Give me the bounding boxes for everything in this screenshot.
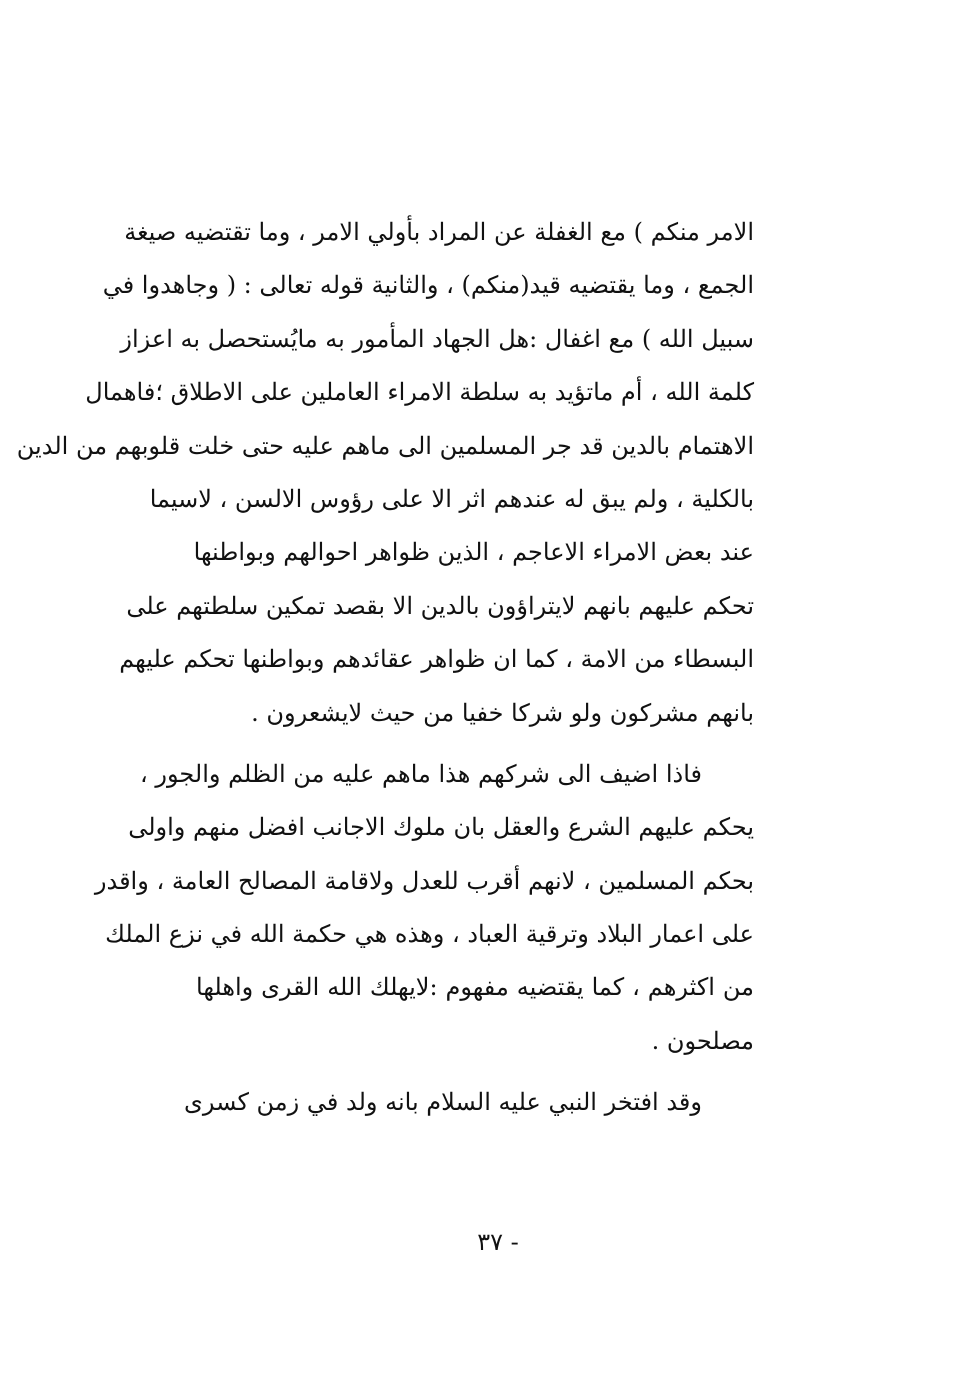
text-line: الامر منكم ) مع الغفلة عن المراد بأولي الامر ، وما تقتضيه صيغة — [124, 218, 754, 246]
body-text — [16, 206, 754, 1130]
paragraph-3 — [184, 1076, 754, 1129]
paragraph-gap — [196, 1068, 754, 1076]
text-line: من اكثرهم ، كما يقتضيه مفهوم :لايهلك الله القرى واهلها — [196, 973, 754, 1002]
text-line: على اعمار البلاد وترقية العباد ، وهذه هي حكمة الله في نزع الملك — [105, 920, 754, 949]
text-line: مصلحون . — [651, 1026, 754, 1055]
text-line: يحكم عليهم الشرع والعقل بان ملوك الاجانب افضل منهم واولى — [128, 813, 754, 842]
text-line: كلمة الله ، أم ماتؤيد به سلطة الامراء العاملين على الاطلاق ؛فاهمال — [85, 378, 754, 407]
text-line: الجمع ، وما يقتضيه قيد(منكم) ، والثانية قوله تعالى : ( وجاهدوا في — [102, 271, 754, 300]
text-line: تحكم عليهم بانهم لايتراؤون بالدين الا بقصد تمكين سلطتهم على — [126, 591, 754, 620]
text-line: عند بعض الامراء الاعاجم ، الذين ظواهر احوالهم وبواطنها — [193, 538, 754, 567]
paragraph-2 — [94, 748, 754, 1068]
paragraph-gap — [196, 740, 754, 748]
text-line: بالكلية ، ولم يبق له عندهم اثر الا على رؤوس الالسن ، لاسيما — [149, 484, 754, 513]
paragraph-1 — [16, 206, 754, 740]
text-line: وقد افتخر النبي عليه السلام بانه ولد في زمن كسرى — [184, 1088, 702, 1117]
text-line: البسطاء من الامة ، كما ان ظواهر عقائدهم وبواطنها تحكم عليهم — [119, 645, 754, 674]
text-line: بحكم المسلمين ، لانهم أقرب للعدل ولاقامة المصالح العامة ، واقدر — [94, 866, 754, 895]
text-line: بانهم مشركون ولو شركا خفيا من حيث لايشعرون . — [251, 698, 754, 727]
page-number: - ٣٧ — [477, 1228, 519, 1256]
text-line: الاهتمام بالدين قد جر المسلمين الى ماهم عليه حتى خلت قلوبهم من الدين — [16, 431, 754, 460]
text-line: سبيل الله ) مع اغفال :هل الجهاد المأمور به مايُستحصل به اعزاز — [120, 324, 754, 353]
text-line: فاذا اضيف الى شركهم هذا ماهم عليه من الظلم والجور ، — [140, 759, 702, 788]
